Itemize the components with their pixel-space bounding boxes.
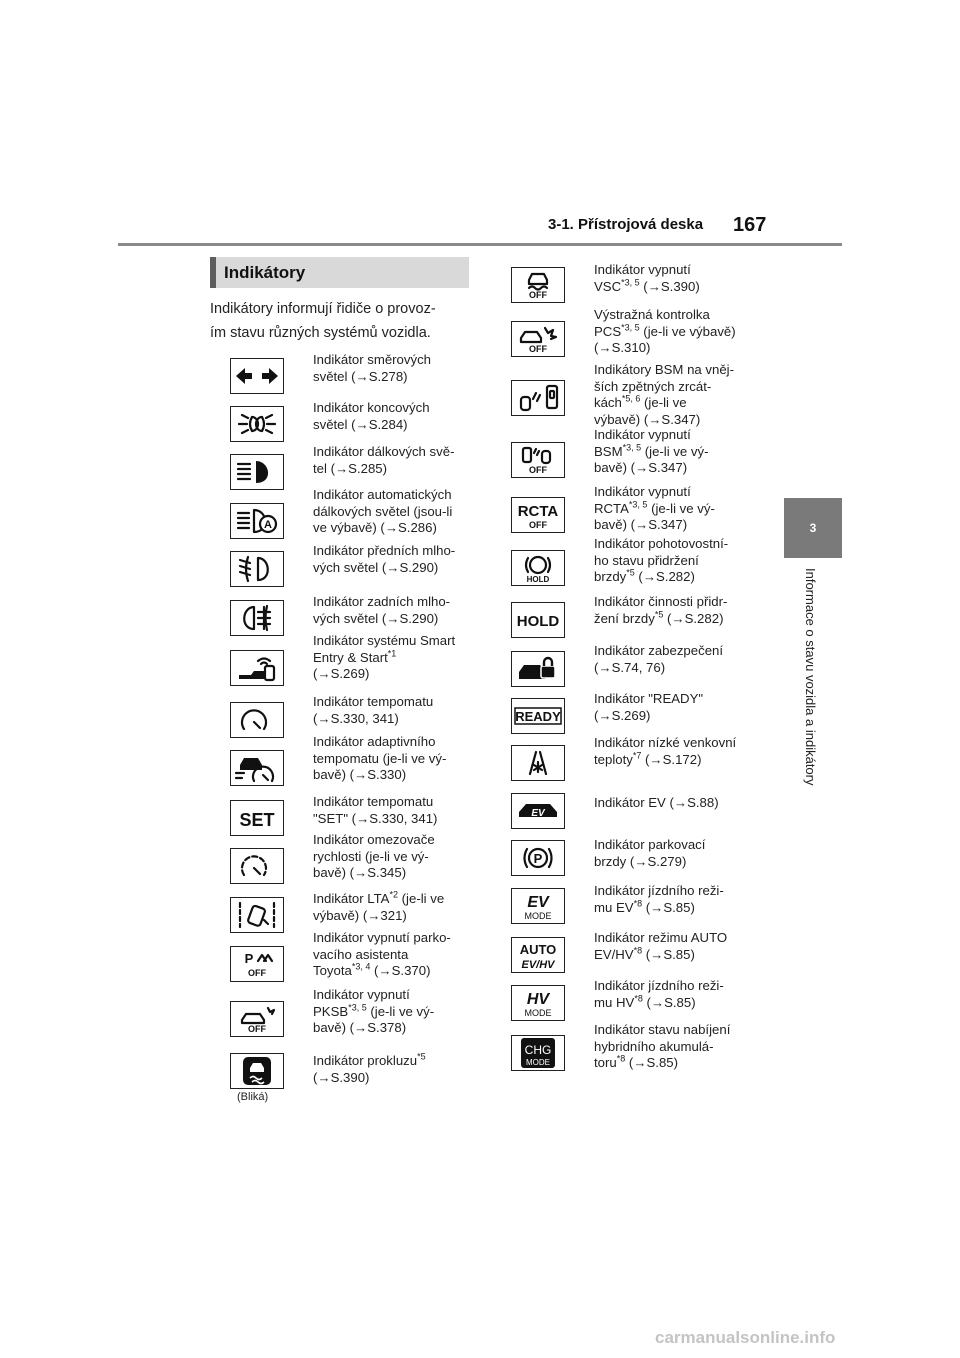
slip-indicator-icon	[230, 1053, 284, 1089]
description-text: Indikátor vypnutí parko- vacího asistenta Toyota	[313, 930, 451, 978]
svg-text:EV/HV: EV/HV	[521, 959, 555, 971]
indicator-description	[594, 1022, 754, 1072]
description-reference: (je-li ve výbavě) (→S.310)	[594, 323, 736, 355]
svg-text:MODE: MODE	[524, 1008, 552, 1018]
ready-icon	[511, 698, 565, 734]
rear-fog-light-icon	[230, 600, 284, 636]
description-reference: (→S.85)	[625, 1055, 679, 1070]
description-reference: (je-li ve vý- bavě) (→S.347)	[594, 443, 709, 475]
low-outside-temperature-icon	[511, 745, 565, 781]
description-text: Indikátor zadních mlho- vých světel (→S.290)	[313, 594, 451, 626]
footnote-marker: *3, 5	[628, 499, 648, 510]
description-reference: (→S.172)	[641, 751, 702, 767]
tail-light-icon	[230, 406, 284, 442]
description-reference: (→S.85)	[642, 899, 695, 915]
bsm-mirror-icon	[511, 380, 565, 416]
svg-text:SET: SET	[239, 810, 275, 830]
header-section-title: 3-1. Přístrojová deska	[548, 216, 704, 233]
icon-caption: (Bliká)	[237, 1091, 269, 1103]
description-reference: (je-li ve vý- bavě) (→S.378)	[313, 1003, 435, 1035]
footnote-marker: *5	[654, 609, 664, 620]
indicator-description	[594, 262, 754, 295]
indicator-description	[594, 795, 754, 812]
description-reference: (→S.282)	[663, 610, 724, 626]
footnote-marker: *5, 6	[621, 393, 641, 404]
indicator-description	[313, 694, 473, 727]
smart-key-icon	[230, 650, 284, 686]
footnote-marker: *2	[389, 889, 398, 900]
lane-trace-assist-icon	[230, 897, 284, 933]
svg-text:CHG: CHG	[524, 1043, 552, 1057]
description-text: Indikátor nízké venkovní teploty	[594, 735, 737, 767]
indicator-description	[594, 362, 754, 428]
description-text: Indikátor koncových světel (→S.284)	[313, 400, 430, 432]
bsm-off-icon	[511, 442, 565, 478]
description-reference: (→S.370)	[370, 963, 431, 978]
description-text: Indikátor "READY" (→S.269)	[594, 691, 704, 723]
description-text: Indikátor pohotovostní- ho stavu přidržení brzdy	[594, 536, 729, 584]
brake-hold-operated-icon	[511, 602, 565, 638]
indicator-description	[594, 643, 754, 676]
description-text: Indikátor stavu nabíjení hybridního akumulá- toru	[594, 1022, 731, 1070]
description-text: Indikátor jízdního reži- mu HV	[594, 978, 724, 1010]
description-text: Indikátor činnosti přidr- žení brzdy	[594, 594, 728, 626]
indicator-description	[313, 543, 473, 576]
parking-brake-icon	[511, 840, 565, 876]
description-text: Indikátor směrových světel (→S.278)	[313, 352, 431, 384]
footnote-marker: *3, 5	[348, 1002, 367, 1013]
indicator-description	[313, 930, 473, 980]
description-reference: (→S.390)	[313, 1069, 370, 1085]
svg-text:OFF: OFF	[529, 520, 547, 530]
footnote-marker: *7	[632, 750, 642, 761]
automatic-high-beam-icon	[230, 503, 284, 539]
front-fog-light-icon	[230, 551, 284, 587]
indicator-description	[313, 734, 473, 784]
footnote-marker: *8	[634, 993, 643, 1004]
svg-text:P: P	[533, 851, 543, 866]
indicator-description	[313, 1053, 473, 1086]
description-reference: (→S.390)	[639, 278, 700, 294]
ev-indicator-icon	[511, 793, 565, 829]
footnote-marker: *3, 5	[621, 322, 640, 333]
indicator-description	[313, 633, 473, 683]
auto-ev-hv-mode-icon	[511, 937, 565, 973]
footnote-marker: *8	[633, 898, 643, 909]
svg-text:HOLD: HOLD	[526, 575, 550, 584]
indicator-description	[313, 594, 473, 627]
description-reference: (→S.269)	[313, 666, 370, 681]
indicator-description	[594, 837, 754, 870]
indicator-description	[313, 487, 473, 537]
footnote-marker: *5	[626, 567, 635, 578]
indicator-description	[594, 930, 754, 963]
set-text-icon	[230, 800, 284, 836]
description-text: Indikátor vypnutí PKSB	[313, 987, 410, 1019]
high-beam-icon	[230, 454, 284, 490]
footnote-marker: *8	[633, 945, 643, 956]
watermark: carmanualsonline.info	[655, 1328, 836, 1347]
vsc-off-icon	[511, 267, 565, 303]
svg-text:P: P	[244, 951, 254, 966]
footnote-marker: *3, 4	[351, 961, 371, 972]
indicator-description	[594, 883, 754, 916]
svg-text:HV: HV	[526, 991, 550, 1008]
footnote-marker: *1	[387, 648, 397, 659]
svg-text:EV: EV	[527, 894, 549, 911]
description-text: Indikátor tempomatu (→S.330, 341)	[313, 694, 434, 726]
description-reference: (je-li ve vý- bavě) (→S.347)	[594, 500, 715, 532]
description-reference: (→S.85)	[642, 946, 695, 962]
svg-text:MODE: MODE	[526, 1058, 550, 1067]
brake-hold-standby-icon	[511, 550, 565, 586]
description-text: Indikátor omezovače rychlosti (je-li ve vý- bavě) (→S.345)	[313, 832, 435, 880]
description-text: Indikátor parkovací brzdy (→S.279)	[594, 837, 706, 869]
description-text: Indikátor jízdního reži- mu EV	[594, 883, 724, 915]
description-text: Indikátor vypnutí BSM	[594, 427, 691, 459]
description-text: Indikátor adaptivního tempomatu (je-li ve vý- bavě) (→S.330)	[313, 734, 447, 782]
indicator-description	[594, 307, 754, 357]
intro-paragraph: Indikátory informují řidiče o provoz- ím stavu různých systémů vozidla.	[210, 301, 436, 341]
description-text: Indikátor vypnutí RCTA	[594, 484, 691, 516]
indicator-description	[313, 794, 473, 827]
footnote-marker: *3, 5	[621, 277, 640, 288]
section-heading: Indikátory	[210, 257, 469, 288]
adaptive-cruise-icon	[230, 750, 284, 786]
description-text: Výstražná kontrolka PCS	[594, 307, 710, 339]
description-text: Indikátory BSM na vněj- ších zpětných zrcát- kách	[594, 362, 734, 410]
page-number: 167	[733, 214, 767, 236]
indicator-description	[313, 400, 473, 433]
svg-text:MODE: MODE	[524, 911, 552, 921]
turn-signal-arrows-icon	[230, 358, 284, 394]
footnote-marker: *3, 5	[622, 442, 642, 453]
description-text: Indikátor předních mlho- vých světel (→S.290)	[313, 543, 456, 575]
description-text: Indikátor prokluzu	[313, 1053, 418, 1068]
description-text: Indikátor automatických dálkových světel (jsou-li ve výbavě) (→S.286)	[313, 487, 453, 535]
chapter-title: Informace o stavu vozidla a indikátory	[803, 568, 818, 786]
chapter-tab[interactable]: 3	[784, 498, 842, 558]
svg-text:A: A	[264, 519, 272, 531]
indicator-description	[594, 594, 754, 627]
svg-text:OFF: OFF	[529, 290, 547, 300]
indicator-description	[594, 978, 754, 1011]
svg-text:AUTO: AUTO	[519, 942, 557, 957]
svg-text:OFF: OFF	[248, 1024, 266, 1034]
indicator-description	[313, 444, 473, 477]
indicator-description	[313, 891, 473, 924]
svg-text:RCTA: RCTA	[517, 503, 559, 520]
cruise-control-icon	[230, 702, 284, 738]
indicator-description	[594, 735, 754, 768]
battery-charge-mode-icon	[511, 1035, 565, 1071]
svg-text:READY: READY	[515, 709, 561, 724]
indicator-description	[313, 352, 473, 385]
speed-limiter-icon	[230, 848, 284, 884]
description-reference: (je-li ve výbavě) (→321)	[313, 891, 445, 923]
svg-text:OFF: OFF	[529, 344, 547, 354]
header-rule	[118, 243, 842, 246]
description-text: Indikátor režimu AUTO EV/HV	[594, 930, 728, 962]
rcta-off-icon	[511, 497, 565, 533]
footnote-marker: *8	[616, 1053, 626, 1064]
pcs-warning-icon	[511, 321, 565, 357]
svg-text:OFF: OFF	[248, 968, 266, 978]
description-text: Indikátor systému Smart Entry & Start	[313, 633, 456, 665]
indicator-description	[594, 484, 754, 534]
description-reference: (→S.85)	[642, 994, 696, 1010]
description-text: Indikátor dálkových svě- tel (→S.285)	[313, 444, 455, 476]
footnote-marker: *5	[417, 1051, 426, 1062]
description-text: Indikátor EV (→S.88)	[594, 795, 719, 810]
indicator-description	[594, 427, 754, 477]
indicator-description	[313, 832, 473, 882]
parking-assist-off-icon	[230, 946, 284, 982]
svg-text:EV: EV	[531, 808, 545, 819]
ev-drive-mode-icon	[511, 888, 565, 924]
indicator-description	[313, 987, 473, 1037]
pksb-off-icon	[230, 1001, 284, 1037]
svg-text:OFF: OFF	[529, 465, 547, 475]
indicator-description	[594, 691, 754, 724]
description-text: Indikátor tempomatu "SET" (→S.330, 341)	[313, 794, 438, 826]
svg-text:HOLD: HOLD	[516, 613, 560, 630]
description-text: Indikátor vypnutí VSC	[594, 262, 691, 294]
description-reference: (je-li ve výbavě) (→S.347)	[594, 395, 701, 427]
security-icon	[511, 651, 565, 687]
description-text: Indikátor LTA	[313, 891, 390, 906]
indicator-description	[594, 536, 754, 586]
description-reference: (→S.282)	[634, 569, 695, 584]
hv-drive-mode-icon	[511, 985, 565, 1021]
description-text: Indikátor zabezpečení (→S.74, 76)	[594, 643, 724, 675]
